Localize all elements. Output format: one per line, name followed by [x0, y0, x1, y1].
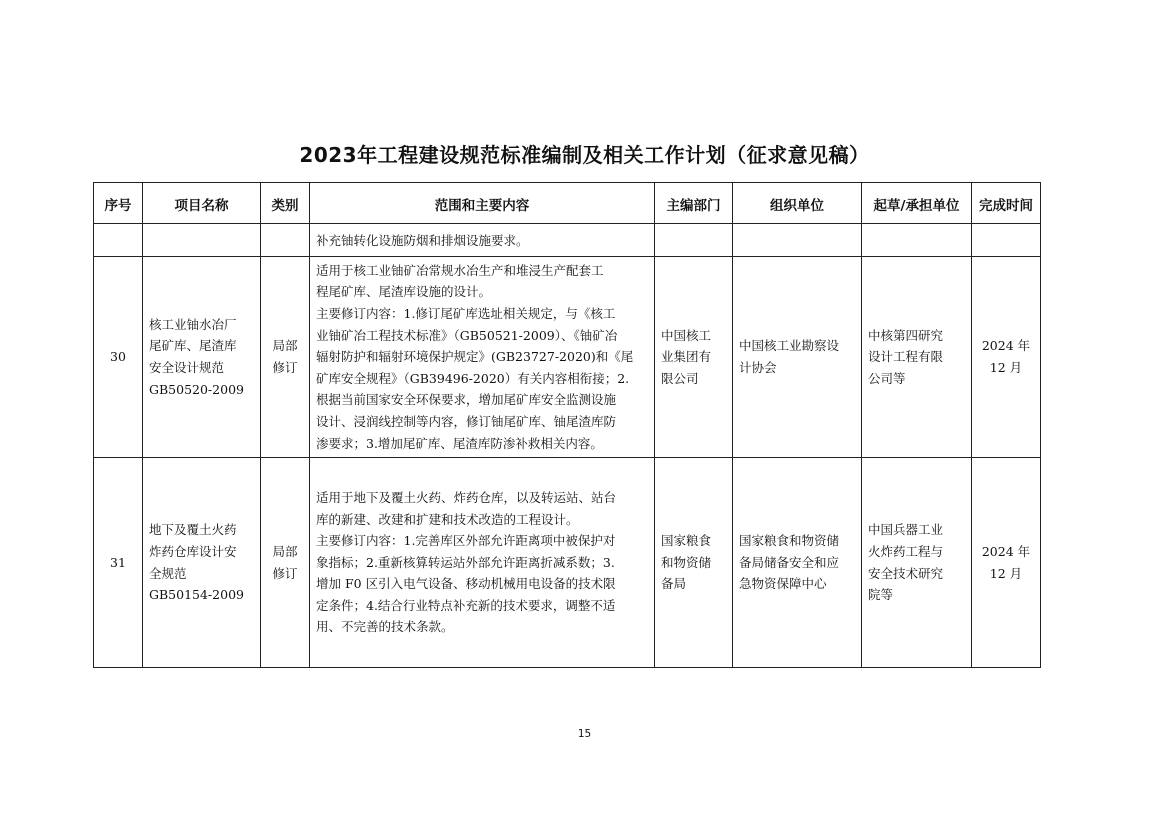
type-line: 局部	[272, 543, 298, 559]
scope-line: 根据当前国家安全环保要求，增加尾矿库安全监测设施	[316, 392, 617, 408]
editor-line: 限公司	[661, 370, 699, 386]
scope-line: 补充铀转化设施防烟和排烟设施要求。	[316, 233, 529, 249]
scope-line: 象指标；2.重新核算转运站外部允许距离折减系数；3.	[316, 554, 615, 570]
continuation-row	[94, 224, 1041, 257]
name-line: 全规范	[149, 565, 187, 581]
type-line: 修订	[272, 565, 298, 581]
editor-line: 备局	[661, 576, 687, 592]
header-drafter: 起草/承担单位	[862, 183, 972, 224]
continuation-type-cell	[261, 224, 310, 257]
continuation-deadline-cell	[972, 224, 1041, 257]
drafter-line: 中国兵器工业	[868, 522, 944, 538]
continuation-organizer-cell	[733, 224, 862, 257]
scope-line: 用、不完善的技术条款。	[316, 619, 454, 635]
deadline-cell: 2024 年 12 月	[972, 458, 1041, 668]
type-line: 修订	[272, 360, 298, 375]
scope-line: 库的新建、改建和扩建和技术改造的工程设计。	[316, 511, 579, 527]
scope-line: 适用于核工业铀矿冶常规水冶生产和堆浸生产配套工	[316, 262, 604, 278]
editor-line: 国家粮食	[661, 533, 712, 549]
name-line: GB50154-2009	[149, 587, 244, 603]
editor-line: 中国核工	[661, 327, 712, 343]
name-line: 尾矿库、尾渣库	[149, 338, 237, 354]
header-seq: 序号	[94, 183, 143, 224]
organizer-line: 备局储备安全和应	[739, 554, 840, 570]
drafter-cell	[862, 257, 972, 458]
scope-cell	[310, 257, 655, 458]
table-row	[94, 458, 1041, 668]
organizer-line: 急物资保障中心	[739, 576, 827, 592]
page-number: 15	[577, 728, 592, 740]
scope-line: 主要修订内容：1.修订尾矿库选址相关规定，与《核工	[316, 306, 616, 322]
scope-line: 程尾矿库、尾渣库设施的设计。	[316, 284, 492, 300]
continuation-editor-cell	[655, 224, 733, 257]
seq-cell: 30	[94, 257, 143, 458]
editor-cell	[655, 257, 733, 458]
seq-cell: 31	[94, 458, 143, 668]
header-type: 类别	[261, 183, 310, 224]
scope-line: 适用于地下及覆土火药、炸药仓库，以及转运站、站台	[316, 489, 617, 505]
type-cell	[261, 458, 310, 668]
scope-line: 渗要求；3.增加尾矿库、尾渣库防渗补救相关内容。	[316, 435, 603, 451]
name-line: 炸药仓库设计安	[149, 543, 237, 559]
header-name: 项目名称	[143, 183, 261, 224]
drafter-cell	[862, 458, 972, 668]
header-scope: 范围和主要内容	[310, 183, 655, 224]
name-cell	[143, 257, 261, 458]
table-row	[94, 257, 1041, 458]
name-line: 安全设计规范	[149, 360, 225, 375]
plan-table	[93, 182, 1041, 668]
type-cell	[261, 257, 310, 458]
drafter-line: 公司等	[868, 370, 906, 386]
organizer-line: 计协会	[739, 360, 777, 375]
page-title: 2023年工程建设规范标准编制及相关工作计划（征求意见稿）	[299, 143, 870, 167]
organizer-line: 中国核工业勘察设	[739, 338, 840, 354]
type-line: 局部	[272, 338, 298, 354]
drafter-line: 安全技术研究	[868, 565, 944, 581]
editor-cell	[655, 458, 733, 668]
drafter-line: 中核第四研究	[868, 327, 944, 343]
name-line: 地下及覆土火药	[149, 522, 237, 538]
scope-cell	[310, 458, 655, 668]
organizer-line: 国家粮食和物资储	[739, 533, 840, 549]
scope-line: 主要修订内容：1.完善库区外部允许距离项中被保护对	[316, 533, 616, 549]
editor-line: 和物资储	[661, 554, 712, 570]
name-line: 核工业铀水冶厂	[149, 316, 237, 332]
name-cell	[143, 458, 261, 668]
header-organizer: 组织单位	[733, 183, 862, 224]
header-deadline: 完成时间	[972, 183, 1041, 224]
drafter-line: 院等	[868, 587, 894, 603]
scope-line: 辐射防护和辐射环境保护规定》(GB23727-2020)和《尾	[316, 349, 634, 365]
drafter-line: 火炸药工程与	[868, 543, 944, 559]
continuation-scope-cell	[310, 224, 655, 257]
scope-line: 增加 F0 区引入电气设备、移动机械用电设备的技术限	[316, 576, 616, 592]
continuation-seq-cell	[94, 224, 143, 257]
header-row	[94, 183, 1041, 224]
editor-line: 业集团有	[661, 349, 712, 365]
name-line: GB50520-2009	[149, 381, 244, 397]
scope-line: 定条件；4.结合行业特点补充新的技术要求，调整不适	[316, 597, 616, 613]
organizer-cell	[733, 257, 862, 458]
continuation-drafter-cell	[862, 224, 972, 257]
continuation-name-cell	[143, 224, 261, 257]
organizer-cell	[733, 458, 862, 668]
scope-line: 设计、浸润线控制等内容，修订铀尾矿库、铀尾渣库防	[316, 413, 617, 429]
deadline-cell: 2024 年 12 月	[972, 257, 1041, 458]
header-editor: 主编部门	[655, 183, 733, 224]
scope-line: 矿库安全规程》（GB39496-2020）有关内容相衔接；2.	[316, 370, 630, 386]
scope-line: 业铀矿冶工程技术标准》（GB50521-2009）、《铀矿冶	[316, 327, 618, 343]
drafter-line: 设计工程有限	[868, 349, 944, 365]
